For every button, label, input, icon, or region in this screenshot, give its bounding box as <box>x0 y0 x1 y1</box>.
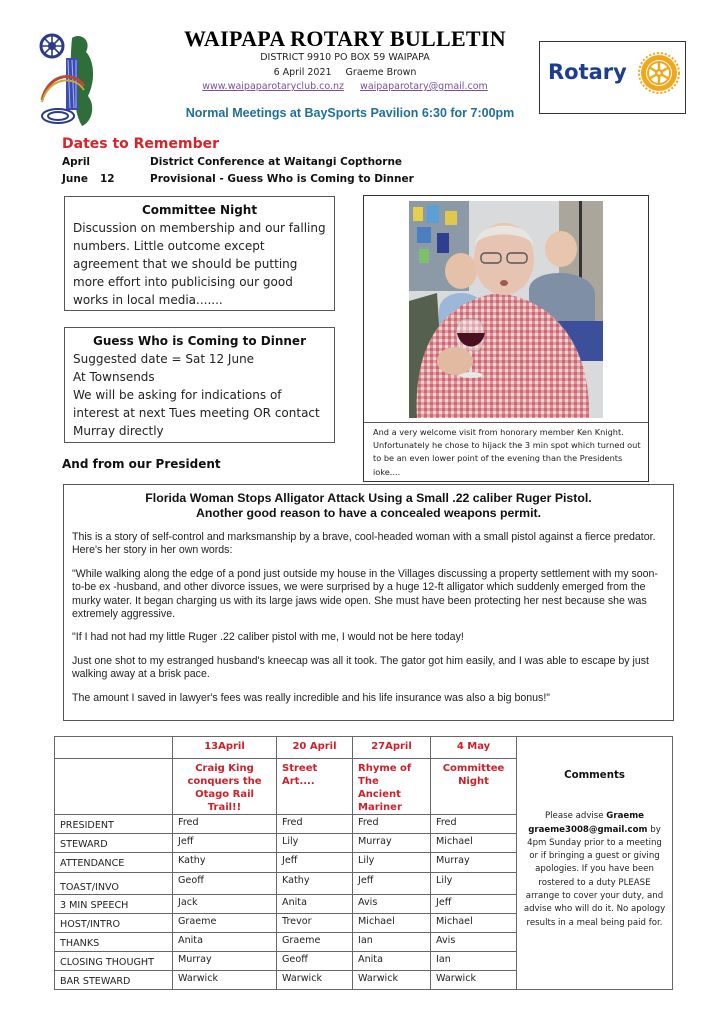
roster-name: Jeff <box>353 873 431 895</box>
president-article <box>63 484 674 721</box>
photo-image <box>409 201 603 418</box>
guess-heading: Guess Who is Coming to Dinner <box>93 334 306 348</box>
president-section-label: And from our President <box>62 457 221 471</box>
roster-name: Michael <box>353 914 431 933</box>
roster-name: Geoff <box>173 873 277 895</box>
issue-date: 6 April 2021 <box>273 67 332 78</box>
caption-divider <box>364 422 648 423</box>
roster-name: Ian <box>431 952 517 971</box>
committee-night-box <box>64 196 335 311</box>
roster-date: 13April <box>173 737 277 759</box>
roster-name: Trevor <box>277 914 353 933</box>
photo-caption: And a very welcome visit from honorary member Ken Knight. Unfortunately he chose to hijack the 3 min spot which turned out to be an even lower point of the evening than the Presidents ioke.... <box>373 427 641 477</box>
committee-heading: Committee Night <box>141 203 258 217</box>
roster-name: Murray <box>431 853 517 873</box>
district-address: DISTRICT 9910 PO BOX 59 WAIPAPA <box>260 52 430 63</box>
date-month: June <box>62 173 88 185</box>
roster-name: Geoff <box>277 952 353 971</box>
date-event: Provisional - Guess Who is Coming to Dinner <box>150 173 414 185</box>
ken-knight-photo <box>409 201 603 418</box>
date-item <box>62 173 414 185</box>
roster-name: Warwick <box>431 971 517 990</box>
roster-name: Warwick <box>353 971 431 990</box>
article-paragraph: This is a story of self-control and marksmanship by a brave, cool-headed woman with a small pistol against a fierce predator. Here's her story in her own words: <box>72 531 656 557</box>
guess-line: We will be asking for indications of interest at next Tues meeting OR contact Murray directly <box>73 388 320 438</box>
issue-info <box>150 67 540 78</box>
meeting-info: Normal Meetings at BaySports Pavilion 6:30 for 7:00pm <box>185 106 515 120</box>
comments-email[interactable]: graeme3008@gmail.com <box>528 824 648 835</box>
date-month: April <box>62 156 91 168</box>
article-headline: Florida Woman Stops Alligator Attack Using a Small .22 caliber Ruger Pistol. <box>145 491 592 505</box>
roster-name: Fred <box>277 815 353 834</box>
roster-name: Jeff <box>277 853 353 873</box>
roster-role: ATTENDANCE <box>55 853 173 873</box>
roster-role: STEWARD <box>55 834 173 853</box>
roster-role: CLOSING THOUGHT <box>55 952 173 971</box>
photo-frame <box>363 195 649 482</box>
roster-name: Anita <box>277 895 353 914</box>
roster-name: Warwick <box>277 971 353 990</box>
roster-topic: Rhyme of The Ancient Mariner <box>353 759 431 815</box>
roster-role: HOST/INTRO <box>55 914 173 933</box>
roster-name: Michael <box>431 834 517 853</box>
roster-name: Anita <box>173 933 277 952</box>
date-item <box>62 156 402 168</box>
article-subheadline: Another good reason to have a concealed weapons permit. <box>195 506 542 520</box>
article-paragraph: "If I had not had my little Ruger .22 caliber pistol with me, I would not be here today! <box>72 631 464 644</box>
roster-name: Lily <box>353 853 431 873</box>
roster-name: Fred <box>173 815 277 834</box>
guess-line: Suggested date = Sat 12 June <box>73 352 255 366</box>
guess-who-box <box>64 327 335 443</box>
roster-name: Michael <box>431 914 517 933</box>
roster-name: Graeme <box>277 933 353 952</box>
rotary-wordmark: Rotary <box>548 60 627 84</box>
committee-body: Discussion on membership and our falling numbers. Little outcome except agreement that we should be putting more effort into publicising our good works in local media....... <box>73 221 326 307</box>
roster-name: Fred <box>431 815 517 834</box>
roster-date-row <box>55 737 673 759</box>
article-paragraph: The amount I saved in lawyer's fees was really incredible and his life insurance was also a big bonus!" <box>72 691 551 704</box>
roster-name: Graeme <box>173 914 277 933</box>
article-paragraph: "While walking along the edge of a pond just outside my house in the Villages discussing a property settlement with my soon-to-be ex -husband, and other divorce issues, we were surprised by a huge 12-ft alligator which suddenly emerged from the murky water. It began charging us with its large jaws wide open. She must have been protecting her nest because she was extremely aggressive. <box>72 567 658 621</box>
roster-name: Kathy <box>173 853 277 873</box>
comments-cell <box>517 737 673 990</box>
roster-name: Avis <box>431 933 517 952</box>
roster-topic: Committee Night <box>431 759 517 815</box>
roster-name: Jeff <box>431 895 517 914</box>
date-event: District Conference at Waitangi Copthorne <box>150 156 403 168</box>
roster-name: Ian <box>353 933 431 952</box>
empty-cell <box>55 737 173 759</box>
duty-roster-table <box>54 736 673 990</box>
roster-role: PRESIDENT <box>55 815 173 834</box>
roster-date: 4 May <box>431 737 517 759</box>
roster-name: Lily <box>431 873 517 895</box>
roster-name: Avis <box>353 895 431 914</box>
rotary-wheel-icon <box>638 52 680 94</box>
roster-topic: Street Art.... <box>277 759 353 815</box>
roster-date: 20 April <box>277 737 353 759</box>
comments-pre: Please advise <box>544 811 607 822</box>
roster-topic: Craig King conquers the Otago Rail Trail!! <box>173 759 277 815</box>
roster-name: Lily <box>277 834 353 853</box>
roster-role: THANKS <box>55 933 173 952</box>
roster-role: 3 MIN SPEECH <box>55 895 173 914</box>
roster-name: Fred <box>353 815 431 834</box>
roster-date: 27April <box>353 737 431 759</box>
date-day: 12 <box>100 173 115 185</box>
roster-name: Murray <box>353 834 431 853</box>
roster-name: Kathy <box>277 873 353 895</box>
roster-role: BAR STEWARD <box>55 971 173 990</box>
article-paragraph: Just one shot to my estranged husband's kneecap was all it took. The gator got him easily, and I was able to escape by just walking away at a brisk pace. <box>72 654 649 681</box>
comments-heading: Comments <box>564 770 625 781</box>
waterfall-rotary-emblem-icon <box>36 30 98 130</box>
roster-name: Murray <box>173 952 277 971</box>
bulletin-title: WAIPAPA ROTARY BULLETIN <box>184 26 506 51</box>
waipapa-club-logo <box>36 30 98 130</box>
comments-contact-name: Graeme <box>606 811 644 822</box>
roster-name: Warwick <box>173 971 277 990</box>
roster-name: Jack <box>173 895 277 914</box>
roster-role: TOAST/INVO <box>55 873 173 895</box>
roster-name: Anita <box>353 952 431 971</box>
comments-body: by 4pm Sunday prior to a meeting or if bringing a guest or giving apologies. If you have been rostered to a duty PLEASE arrange to cover your duty, and advise who will do it. No apology results in a meal being paid for. <box>523 824 666 928</box>
empty-cell <box>55 759 173 815</box>
roster-name: Jeff <box>173 834 277 853</box>
contact-links <box>150 81 540 92</box>
dates-heading: Dates to Remember <box>62 136 220 152</box>
rotary-logo <box>539 41 686 114</box>
guess-line: At Townsends <box>73 370 155 384</box>
editor-name: Graeme Brown <box>345 67 417 78</box>
website-link[interactable]: www.waipaparotaryclub.co.nz <box>202 81 345 92</box>
email-link[interactable]: waipaparotary@gmail.com <box>360 81 488 92</box>
